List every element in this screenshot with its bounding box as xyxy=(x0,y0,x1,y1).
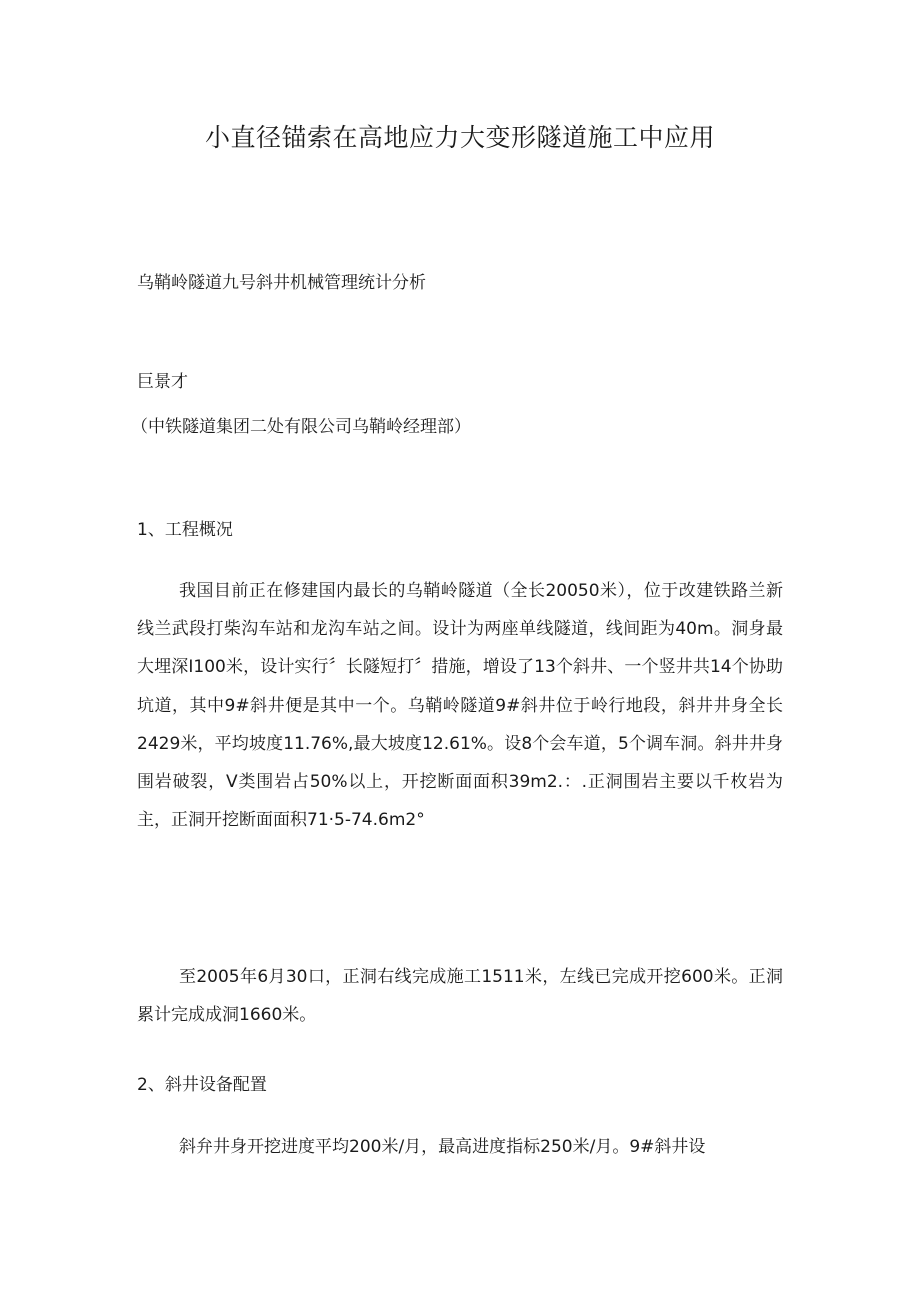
author-affiliation: （中铁隧道集团二处有限公司乌鞘岭经理部） xyxy=(131,417,471,437)
section-heading-equipment: 2、斜井设备配置 xyxy=(137,1075,267,1095)
section-heading-overview: 1、工程概况 xyxy=(137,520,233,540)
document-subtitle: 乌鞘岭隧道九号斜井机械管理统计分析 xyxy=(137,273,426,293)
author-name: 巨景才 xyxy=(137,372,188,392)
document-title: 小直径锚索在高地应力大变形隧道施工中应用 xyxy=(204,123,715,152)
paragraph-equipment: 斜弁井身开挖进度平均200米/月，最高进度指标250米/月。9#斜井设 xyxy=(179,1137,706,1157)
paragraph-progress: 至2005年6月30口，正洞右线完成施工1511米，左线已完成开挖600米。正洞累计完成成洞1660米。 xyxy=(137,967,783,1026)
paragraph-overview: 我国目前正在修建国内最长的乌鞘岭隧道（全长20050米），位于改建铁路兰新线兰武段打柴沟车站和龙沟车站之间。设计为两座单线隧道，线间距为40m。洞身最大埋深I100米，设计实行〞长隧短打〞措施，增设了13个斜井、一个竖井共14个协助坑道，其中9#斜井便是其中一个。乌鞘岭隧道9#斜井位于岭行地段，斜井井身全长2429米，平均坡度11.76%,最大坡度12.61%。设8个会车道，5个调车洞。斜井井身围岩破裂，V类围岩占50%以上，开挖断面面积39m2.：.正洞围岩主要以千枚岩为主，正洞开挖断面面积71·5-74.6m2° xyxy=(137,581,783,831)
